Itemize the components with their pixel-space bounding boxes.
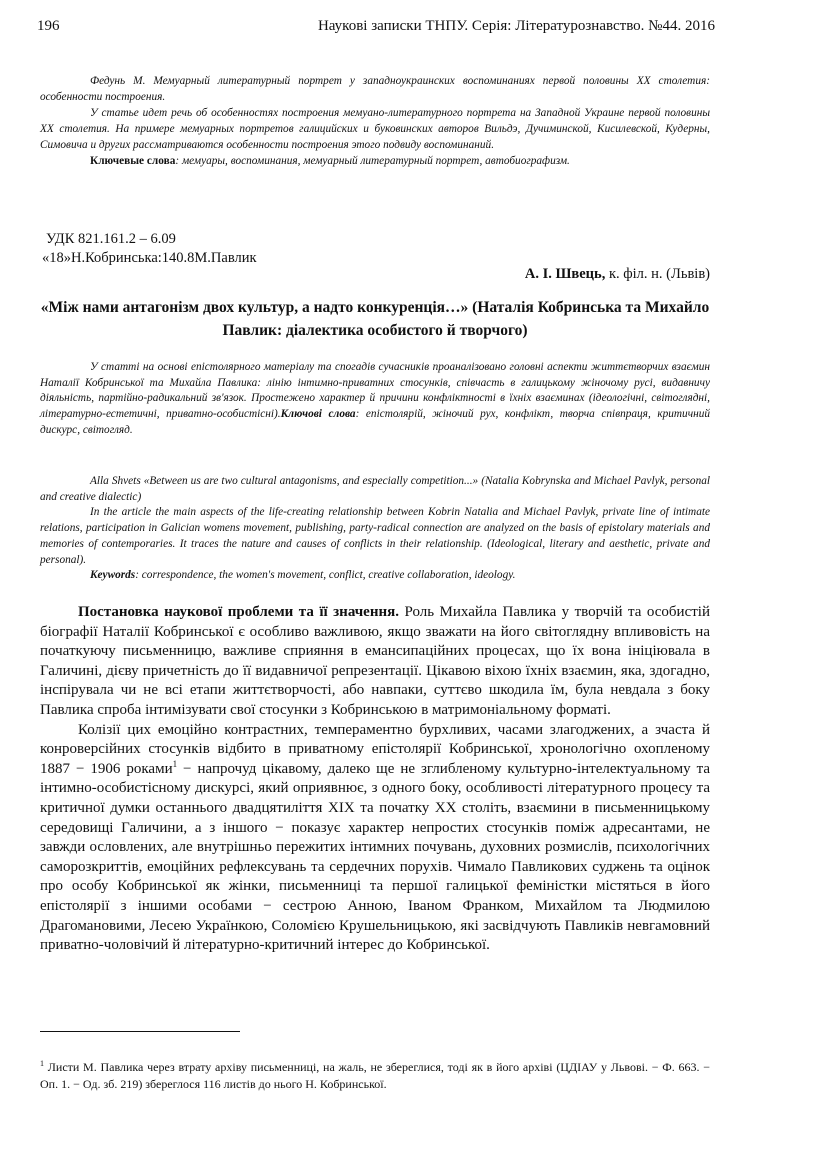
author-degree: к. філ. н. (Львів) bbox=[605, 266, 710, 282]
english-abstract bbox=[40, 474, 710, 584]
udk-block bbox=[42, 230, 257, 268]
en-citation: Alla Shvets «Between us are two cultural antagonisms, and especially competition...» (Natalia Kobrynska and Michael Pavlyk, personal and creative dialectic) bbox=[40, 475, 710, 503]
footnote bbox=[40, 1055, 710, 1093]
uk-keywords-label: Ключові слова bbox=[280, 408, 356, 421]
article-title: «Між нами антагонізм двох культур, а надто конкуренція…» (Наталія Кобринська та Михайло Павлик: діалектика особистого й творчого) bbox=[40, 299, 710, 339]
en-keywords bbox=[40, 568, 710, 584]
uk-abstract-text: У статті на основі епістолярного матеріалу та спогадів сучасників проаналізовано головні аспекти життєтворчих взаємин Наталії Кобринської та Михайла Павлика: лінію інтимно-приватних стосунків, співчасть в галицькому жіночому русі, видавничу діяльність, партійно-радикальний зв'язок. Простежено характер й причини конфліктності в їхніх взаєминах (ідеологічні, світоглядні, літературно-естетичні, приватно-особистісні). bbox=[40, 361, 710, 421]
body-paragraph-2 bbox=[40, 721, 710, 956]
en-abstract-text: In the article the main aspects of the life-creating relationship between Kobrin Natalia and Michael Pavlyk, private line of intimate relations, participation in Galician womens movement, publishing, party-radical connection are analyzed on the basis of epistolary materials and memories of contemporaries. It traces the nature and causes of conflicts in their relationship. (Ideological, literary and aesthetic, private and personal). bbox=[40, 506, 710, 566]
page-number: 196 bbox=[37, 18, 60, 34]
body-paragraph-2-text-a: Колізії цих емоційно контрастних, темпераментно бурхливих, часами злагоджених, а зчаста й конроверсійних стосунків відбито в приватному епістолярії Кобринської, хронологічно охопленому 1887 − 1906 роками bbox=[40, 721, 710, 777]
ru-keywords-label: Ключевые слова bbox=[90, 155, 176, 167]
previous-article-abstract bbox=[40, 73, 710, 169]
body-paragraph-2-text-b: − напрочуд цікавому, далеко ще не зглибленому культурно-інтелектуальному та інтимно-особистісному дискурсі, який оприявнює, з одного боку, особливості літературного процесу та критичної думки останнього двадцятиліття XIX та початку XX століть, взаємини в письменницькому середовищі Галичини, а з іншого − показує характер непростих стосунків поміж адресантами, не завжди ословлених, але внутрішньо пережитих інтимних почувань, духовних розмислів, психологічних саморозкриттів, емоційних рефлексувань та сердечних порухів. Чимало Павликових суджень та оцінок про особу Кобринської як жінки, письменниці та першої галицької феміністки містяться в його епістолярії з іншими особами − сестрою Анною, Іваном Франком, Михайлом та Людмилою Драгомановими, Лесею Українкою, Соломією Крушельницькою, які засвідчують Павликів невгамовний приватно-чоловічий й літературно-критичний інтерес до Кобринської. bbox=[40, 760, 710, 954]
article-body bbox=[40, 603, 710, 956]
section-heading: Постановка наукової проблеми та її значення. bbox=[78, 604, 399, 620]
footnote-separator bbox=[40, 1031, 240, 1032]
ru-citation: Федунь М. Мемуарный литературный портрет у западноукраинских воспоминаниях первой половины XX столетия: особенности построения. bbox=[40, 75, 710, 103]
author-line bbox=[525, 266, 710, 283]
journal-title: Наукові записки ТНПУ. Серія: Літературознавство. №44. 2016 bbox=[317, 18, 715, 34]
ru-abstract-text: У статье идет речь об особенностях построения мемуано-литературного портрета на Западной Украине первой половины XX столетия. На примере мемуарных портретов галицийских и буковинских авторов Вильдэ, Дучиминской, Кисилевской, Кудерны, Симовича и других рассматриваются особенности построения этого подвиду воспоминаний. bbox=[40, 107, 710, 151]
body-paragraph-1-text: Роль Михайла Павлика у творчій та особистій біографії Наталії Кобринської є особливо важливою, якщо зважати на його світоглядну впливовість на початкуючу письменницю, важливе сприяння в емансипаційних процесах, що їх вона ініціювала в Галичині, дієву причетність до її видавничої репрезентації. Цікавою віхою їхніх взаємин, яка, здогадно, інспірувала чи не всі етапи життєтворчості, або навпаки, суттєво шкодила їм, була невдала з боку Павлика спроба інтимізувати свої стосунки з Кобринською в матримоніальному форматі. bbox=[40, 604, 710, 718]
body-paragraph-1 bbox=[40, 603, 710, 721]
ru-keywords bbox=[40, 153, 710, 169]
udk-line-2: «18»Н.Кобринська:140.8М.Павлик bbox=[42, 250, 257, 266]
en-keywords-label: Keywords bbox=[90, 569, 136, 582]
uk-abstract-paragraph bbox=[40, 360, 710, 439]
footnote-reference[interactable]: 1 bbox=[172, 758, 178, 769]
ru-keywords-list: : мемуары, воспоминания, мемуарный литературный портрет, автобиографизм. bbox=[175, 155, 570, 167]
uk-keywords-list: : епістолярій, жіночий рух, конфлікт, творча співпраця, критичний дискурс, світогляд. bbox=[40, 408, 710, 436]
ukrainian-abstract bbox=[40, 360, 710, 439]
en-keywords-list: : correspondence, the women's movement, conflict, creative collaboration, ideology. bbox=[135, 569, 516, 582]
udk-line-1: УДК 821.161.2 – 6.09 bbox=[46, 231, 176, 247]
author-name: А. І. Швець, bbox=[524, 266, 606, 282]
footnote-mark: 1 bbox=[40, 1059, 44, 1068]
footnote-text: Листи М. Павлика через втрату архіву письменниці, на жаль, не збереглися, тоді як в його архіві (ЦДІАУ у Львові. − Ф. 663. − Оп. 1. − Од. зб. 219) збереглося 116 листів до нього Н. Кобринської. bbox=[40, 1060, 710, 1091]
